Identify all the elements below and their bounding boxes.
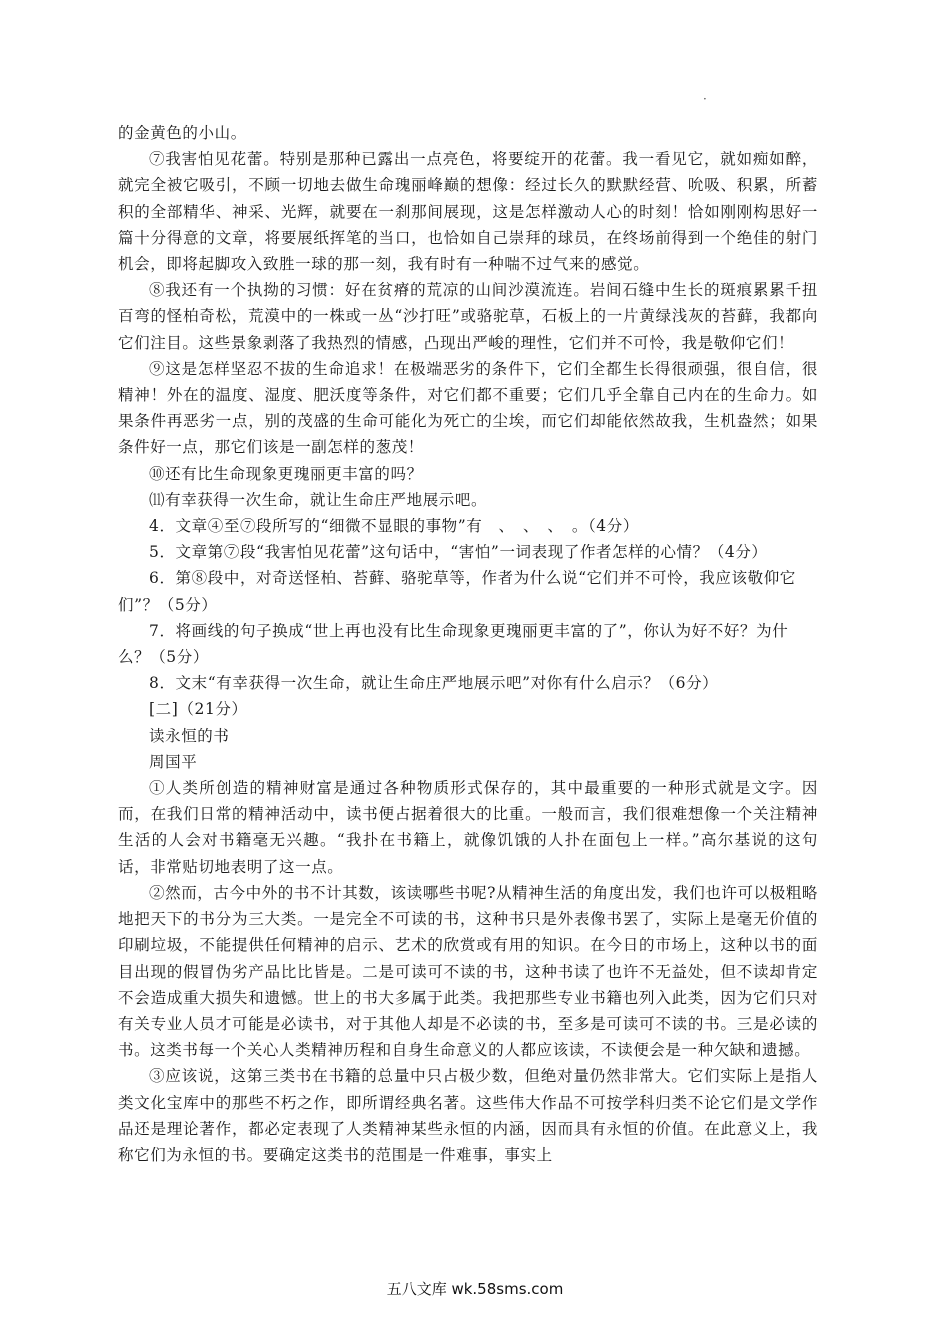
question-7: 7．将画线的句子换成“世上再也没有比生命现象更瑰丽更丰富的了”，你认为好不好？为什么？（5分） (118, 621, 789, 667)
article-author: 周国平 (149, 752, 198, 771)
paragraph-10: ⑩还有比生命现象更瑰丽更丰富的吗？ (149, 464, 423, 483)
header-mark: · (703, 92, 707, 106)
document-body (118, 120, 818, 1168)
article-paragraph-1: ①人类所创造的精神财富是通过各种物质形式保存的，其中最重要的一种形式就是文字。因而，在我们日常的精神活动中，读书便占据着很大的比重。一般而言，我们很难想像一个关注精神生活的人会对书籍毫无兴趣。“我扑在书籍上，就像饥饿的人扑在面包上一样。”高尔基说的这句话，非常贴切地表明了这一点。 (118, 779, 818, 876)
article-paragraph-2: ②然而，古今中外的书不计其数，该读哪些书呢?从精神生活的角度出发，我们也许可以极粗略地把天下的书分为三大类。一是完全不可读的书，这种书只是外表像书罢了，实际上是毫无价值的印刷垃圾，不能提供任何精神的启示、艺术的欣赏或有用的知识。在今日的市场上，这种以书的面目出现的假冒伪劣产品比比皆是。二是可读可不读的书，这种书读了也许不无益处，但不读却肯定不会造成重大损失和遗憾。世上的书大多属于此类。我把那些专业书籍也列入此类，因为它们只对有关专业人员才可能是必读书，对于其他人却是不必读的书，至多是可读可不读的书。三是必读的书。这类书每一个关心人类精神历程和自身生命意义的人都应该读，不读便会是一种欠缺和遗撼。 (118, 883, 819, 1060)
question-4: 4．文章④至⑦段所写的“细微不显眼的事物”有 、 、 、 。（4分） (149, 517, 639, 536)
question-6: 6．第⑧段中，对奇送怪柏、苔藓、骆驼草等，作者为什么说“它们并不可怜，我应该敬仰它们”？（5分） (118, 569, 796, 614)
article-title: 读永恒的书 (149, 726, 230, 745)
section-heading: [二]（21分） (149, 700, 248, 719)
paragraph-9: ⑨这是怎样坚忍不拔的生命追求！在极端恶劣的条件下，它们全都生长得很顽强，很自信，很精神！外在的温度、湿度、肥沃度等条件，对它们都不重要；它们几乎全靠自己内在的生命力。如果条件再恶劣一点，别的茂盛的生命可能化为死亡的尘埃，而它们却能依然故我，生机盎然；如果条件好一点，那它们该是一副怎样的葱茂！ (118, 359, 818, 457)
question-5: 5．文章第⑦段“我害怕见花蕾”这句话中，“害怕”一词表现了作者怎样的心情？（4分） (149, 543, 768, 562)
page-footer-watermark: 五八文库 wk.58sms.com (386, 1280, 564, 1298)
paragraph-11: ⑾有幸获得一次生命，就让生命庄严地展示吧。 (149, 490, 488, 509)
paragraph-8: ⑧我还有一个执拗的习惯：好在贫瘠的荒凉的山间沙漠流连。岩间石缝中生长的斑痕累累千扭百弯的怪柏奇松，荒漠中的一株或一丛“沙打旺”或骆驼草，石板上的一片黄绿浅灰的苔藓，我都向它们注目。这些景象剥落了我热烈的情感，凸现出严峻的理性，它们并不可怜，我是敬仰它们！ (118, 281, 818, 352)
paragraph-7: ⑦我害怕见花蕾。特别是那种已露出一点亮色，将要绽开的花蕾。我一看见它，就如痴如醉，就完全被它吸引，不顾一切地去做生命瑰丽峰巅的想像：经过长久的默默经营、吮吸、积累，所蓄积的全部精华、神采、光辉，就要在一刹那间展现，这是怎样激动人心的时刻！恰如刚刚构思好一篇十分得意的文章，将要展纸挥笔的当口，也恰如自己崇拜的球员，在终场前得到一个绝佳的射门机会，即将起脚攻入致胜一球的那一刻，我有时有一种喘不过气来的感觉。 (118, 150, 818, 274)
article-paragraph-3: ③应该说，这第三类书在书籍的总量中只占极少数，但绝对量仍然非常大。它们实际上是指人类文化宝库中的那些不朽之作，即所谓经典名著。这些伟大作品不可按学科归类不论它们是文学作品还是理论著作，都必定表现了人类精神某些永恒的内涵，因而具有永恒的价值。在此意义上，我称它们为永恒的书。要确定这类书的范围是一件难事，事实上 (118, 1067, 818, 1164)
paragraph-continuation: 的金黄色的小山。 (118, 124, 247, 142)
question-8: 8．文末“有幸获得一次生命，就让生命庄严地展示吧”对你有什么启示？（6分） (149, 674, 719, 693)
